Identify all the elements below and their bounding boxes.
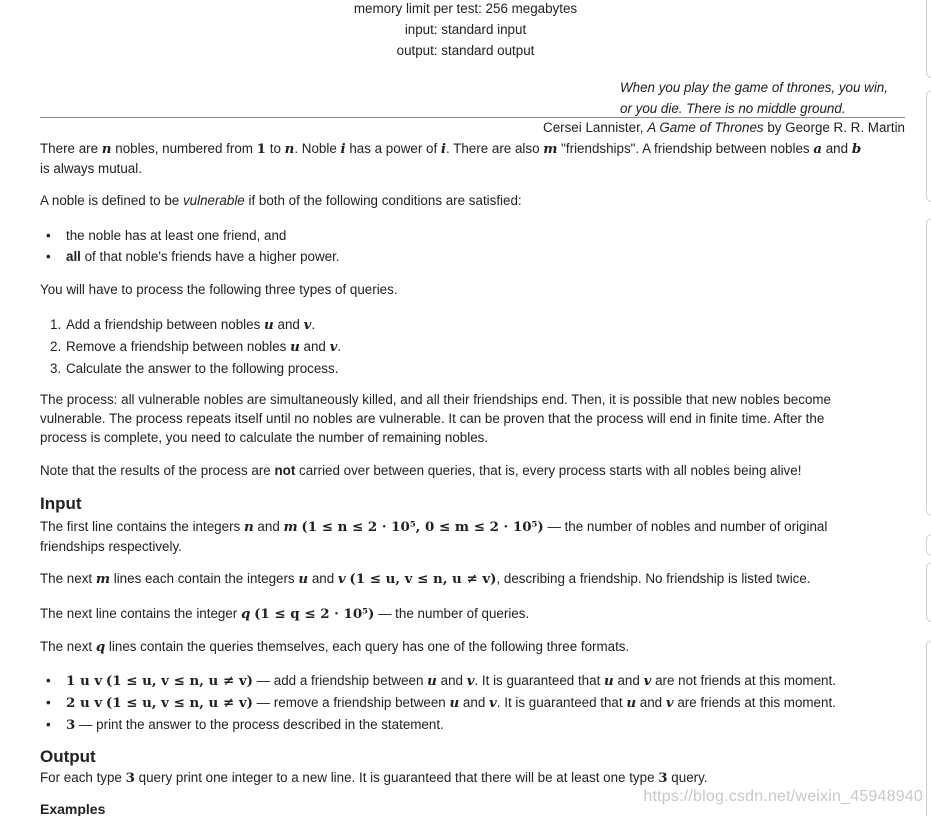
output-paragraph: For each type 3 query print one integer to a new line. It is guaranteed that there will be at least one type 3 query. [40,770,708,786]
epigraph-source [543,120,905,135]
list-item: • 1 u v (1 ≤ u, v ≤ n, u ≠ v) — add a friendship between u and v. It is guaranteed that u and v are not friends at this moment. [46,670,836,692]
bullet: • [46,673,51,688]
list-item: 1. Add a friendship between nobles u and v. [50,317,316,333]
legend-paragraph-4: The process: all vulnerable nobles are simultaneously killed, and all their friendships end. Then, it is possible that new nobles become vulnerable. The process repeats itself until no nobles are vulnerable. It can be proven that the process will end in finite time. After the process is complete, you need to calculate the number of remaining nobles. [40,392,831,445]
sidebar-card [926,218,931,516]
legend-paragraph-5: Note that the results of the process are not carried over between queries, that is, every process starts with all nobles being alive! [40,463,802,478]
output-section-title: Output [40,747,96,766]
input-section-title: Input [40,494,82,513]
source-writer: by George R. R. Martin [763,120,905,135]
legend-paragraph-3: You will have to process the following three types of queries. [40,282,398,297]
list-item: • 2 u v (1 ≤ u, v ≤ n, u ≠ v) — remove a friendship between u and v. It is guaranteed that u and v are friends at this moment. [46,692,836,714]
input-paragraph-4: The next q lines contain the queries themselves, each query has one of the following three formats. [40,639,630,655]
input-file: input: standard input [404,22,527,37]
list-item: • the noble has at least one friend, and [46,225,340,246]
bullet: • [46,228,51,243]
input-paragraph-1: The first line contains the integers n and m (1 ≤ n ≤ 2 · 10⁵, 0 ≤ m ≤ 2 · 10⁵) — the number of nobles and number of original friendships respectively. [40,519,828,554]
conditions-list [46,225,340,267]
epigraph [620,77,910,119]
sidebar-card [926,562,931,622]
sidebar-card [926,640,931,816]
sidebar-card [926,90,931,202]
bullet: • [46,717,51,732]
epigraph-divider [40,117,905,118]
source-author: Cersei Lannister, [543,120,648,135]
bullet: • [46,695,51,710]
input-paragraph-3: The next line contains the integer q (1 ≤ q ≤ 2 · 10⁵) — the number of queries. [40,606,530,622]
output-file: output: standard output [396,43,535,58]
sidebar-card [926,0,931,78]
list-item: • 3 — print the answer to the process described in the statement. [46,714,836,736]
examples-section-title: Examples [40,801,106,816]
input-paragraph-2: The next m lines each contain the integers u and v (1 ≤ u, v ≤ n, u ≠ v), describing a friendship. No friendship is listed twice. [40,571,811,587]
query-format-list [46,670,836,736]
list-item: 2. Remove a friendship between nobles u and v. [50,339,342,355]
legend-paragraph-2: A noble is defined to be vulnerable if both of the following conditions are satisfied: [40,193,522,208]
epigraph-line-2: or you die. There is no middle ground. [620,101,846,116]
sidebar-card [926,534,931,556]
legend-paragraph-1: There are n nobles, numbered from 1 to n. Noble i has a power of i. There are also m "friendships". A friendship between nobles a and b is always mutual. [40,141,862,176]
query-types-list [50,314,341,379]
list-item: • all of that noble's friends have a higher power. [46,246,340,267]
list-item: 3. Calculate the answer to the following process. [50,361,339,376]
memory-limit: memory limit per test: 256 megabytes [353,1,578,16]
source-book: A Game of Thrones [647,120,764,135]
watermark: https://blog.csdn.net/weixin_45948940 [643,788,923,805]
epigraph-line-1: When you play the game of thrones, you win, [620,80,888,95]
bullet: • [46,249,51,264]
